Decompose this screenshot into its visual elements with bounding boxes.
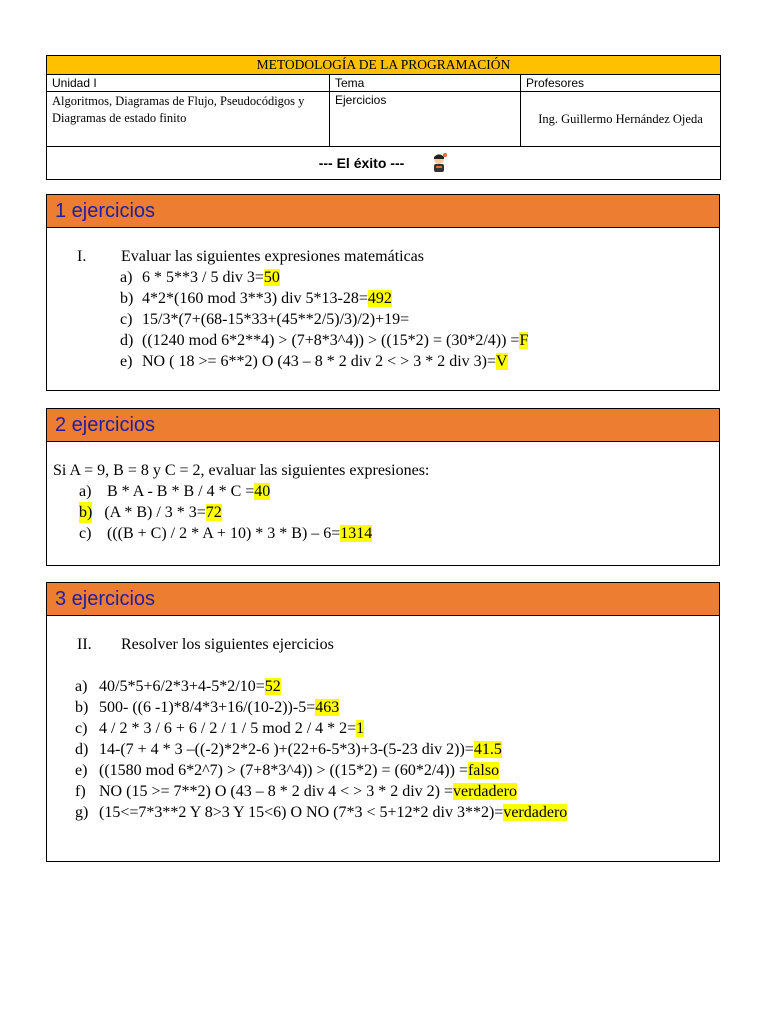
list-item: a) 6 * 5**3 / 5 div 3=50 xyxy=(120,269,280,286)
unit-text: Algoritmos, Diagramas de Flujo, Pseudocódigos y Diagramas de estado finito xyxy=(47,92,330,147)
topic-label: Tema xyxy=(330,75,521,92)
answer: F xyxy=(519,332,529,349)
course-title: METODOLOGÍA DE LA PROGRAMACIÓN xyxy=(47,56,721,75)
motto-row xyxy=(47,147,721,180)
section-3-intro: Resolver los siguientes ejercicios xyxy=(121,636,334,653)
answer: verdadero xyxy=(503,804,568,821)
course-header-table xyxy=(46,55,721,180)
professor-name: Ing. Guillermo Hernández Ojeda xyxy=(521,92,721,147)
answer: verdadero xyxy=(452,783,517,800)
list-item: f) NO (15 >= 7**2) O (43 – 8 * 2 div 4 < > 3 * 2 div 2) =verdadero xyxy=(75,783,517,800)
section-1 xyxy=(46,194,720,391)
answer: 1 xyxy=(356,720,365,737)
list-item: d) ((1240 mod 6*2**4) > (7+8*3^4)) > ((15*2) = (30*2/4)) =F xyxy=(120,332,529,349)
unit-label: Unidad I xyxy=(47,75,330,92)
answer: falso xyxy=(467,762,500,779)
professors-label: Profesores xyxy=(521,75,721,92)
section-1-intro: Evaluar las siguientes expresiones matemáticas xyxy=(121,248,425,265)
answer: 463 xyxy=(315,699,340,716)
list-item: e) ((1580 mod 6*2^7) > (7+8*3^4)) > ((15*2) = (60*2/4)) =falso xyxy=(75,762,500,779)
list-item: b) (A * B) / 3 * 3=72 xyxy=(79,504,222,521)
answer: 41.5 xyxy=(473,741,502,758)
roman-marker: I. xyxy=(77,248,87,265)
list-item: c) 15/3*(7+(68-15*33+(45**2/5)/3)/2)+19= xyxy=(120,311,410,328)
answer: 52 xyxy=(264,678,281,695)
list-item: c) (((B + C) / 2 * A + 10) * 3 * B) – 6=1314 xyxy=(79,525,373,542)
answer: 40 xyxy=(254,483,271,500)
list-item: a) 40/5*5+6/2*3+4-5*2/10=52 xyxy=(75,678,281,695)
list-item: e) NO ( 18 >= 6**2) O (43 – 8 * 2 div 2 < > 3 * 2 div 3)=V xyxy=(120,353,508,370)
section-2 xyxy=(46,408,720,566)
list-item: b) 500- ((6 -1)*8/4*3+16/(10-2))-5=463 xyxy=(75,699,340,716)
answer: 50 xyxy=(263,269,280,286)
answer: V xyxy=(495,353,508,370)
answer: 492 xyxy=(367,290,392,307)
answer: 1314 xyxy=(340,525,373,542)
mascot-icon xyxy=(430,152,448,174)
list-item: g) (15<=7*3**2 Y 8>3 Y 15<6) O NO (7*3 < 5+12*2 div 3**2)=verdadero xyxy=(75,804,568,821)
motto-text: --- El éxito --- xyxy=(318,155,405,171)
section-3-heading: 3 ejercicios xyxy=(47,583,719,616)
list-item: b) 4*2*(160 mod 3**3) div 5*13-28=492 xyxy=(120,290,392,307)
section-2-heading: 2 ejercicios xyxy=(47,409,719,442)
list-item: a) B * A - B * B / 4 * C =40 xyxy=(79,483,271,500)
topic-text: Ejercicios xyxy=(330,92,521,147)
section-1-heading: 1 ejercicios xyxy=(47,195,719,228)
roman-marker: II. xyxy=(77,636,92,653)
answer: 72 xyxy=(205,504,222,521)
section-3 xyxy=(46,582,720,862)
list-item: c) 4 / 2 * 3 / 6 + 6 / 2 / 1 / 5 mod 2 / 4 * 2=1 xyxy=(75,720,365,737)
list-item: d) 14-(7 + 4 * 3 –((-2)*2*2-6 )+(22+6-5*3)+3-(5-23 div 2))=41.5 xyxy=(75,741,502,758)
section-2-intro: Si A = 9, B = 8 y C = 2, evaluar las siguientes expresiones: xyxy=(53,462,430,479)
